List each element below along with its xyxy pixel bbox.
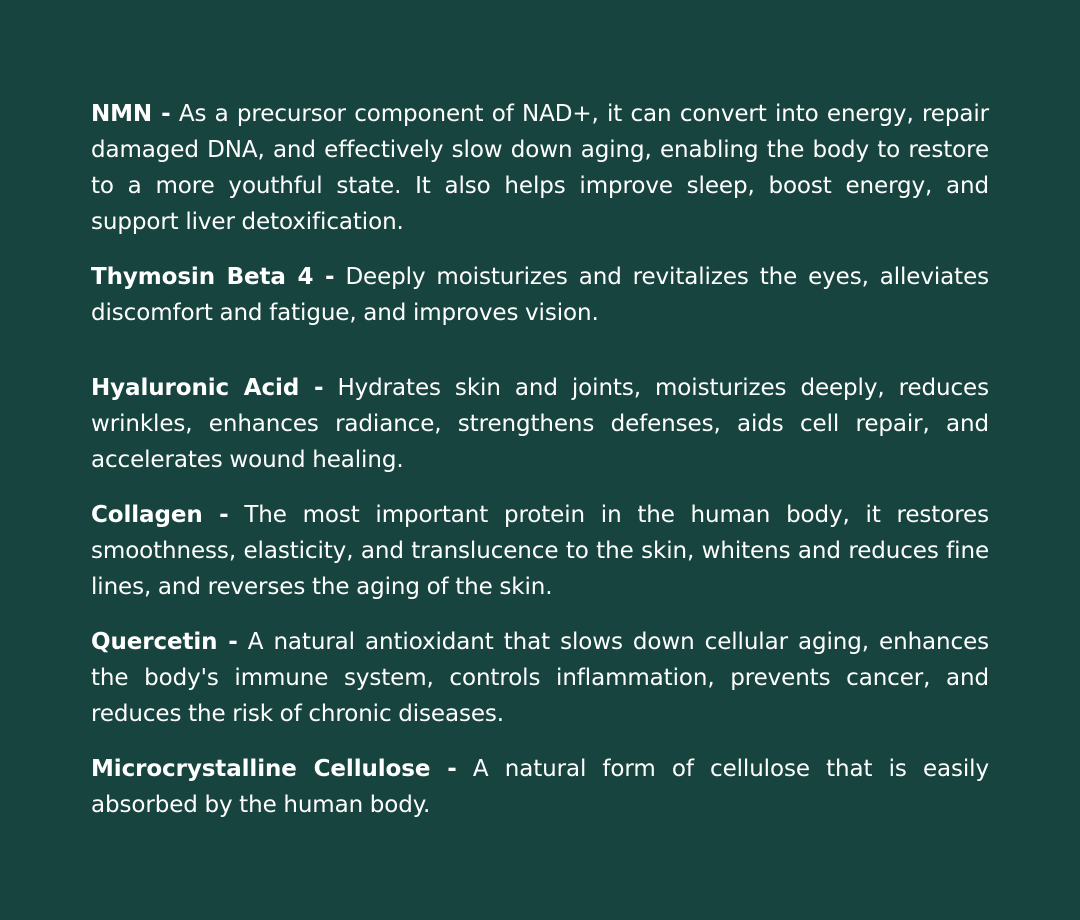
ingredient-quercetin xyxy=(91,624,989,732)
ingredient-nmn xyxy=(91,96,989,240)
ingredient-name: Microcrystalline Cellulose - xyxy=(91,756,457,782)
ingredient-description: A natural antioxidant that slows down cellular aging, enhances the body's immune system, controls inflammation, prevents cancer, and reduces the risk of chronic diseases. xyxy=(91,629,990,727)
ingredient-collagen xyxy=(91,497,989,605)
ingredient-name: Quercetin - xyxy=(91,629,238,655)
ingredient-description: A natural form of cellulose that is easily absorbed by the human body. xyxy=(91,756,989,818)
ingredient-name: Hyaluronic Acid - xyxy=(91,375,324,401)
ingredient-description: As a precursor component of NAD+, it can convert into energy, repair damaged DNA, and effectively slow down aging, enabling the body to restore to a more youthful state. It also helps improve sleep, boost energy, and support liver detoxification. xyxy=(91,101,989,235)
ingredient-name: NMN - xyxy=(91,101,171,127)
ingredient-list xyxy=(91,96,989,823)
ingredient-hyaluronic-acid xyxy=(91,370,989,478)
ingredient-thymosin-beta-4 xyxy=(91,259,989,331)
ingredient-name: Thymosin Beta 4 - xyxy=(91,264,335,290)
ingredient-description: The most important protein in the human body, it restores smoothness, elasticity, and translucence to the skin, whitens and reduces fine lines, and reverses the aging of the skin. xyxy=(91,502,989,600)
ingredient-description: Deeply moisturizes and revitalizes the eyes, alleviates discomfort and fatigue, and improves vision. xyxy=(91,264,989,326)
ingredient-microcrystalline-cellulose xyxy=(91,751,989,823)
ingredient-name: Collagen - xyxy=(91,502,229,528)
ingredient-description: Hydrates skin and joints, moisturizes deeply, reduces wrinkles, enhances radiance, strengthens defenses, aids cell repair, and accelerates wound healing. xyxy=(91,375,989,473)
